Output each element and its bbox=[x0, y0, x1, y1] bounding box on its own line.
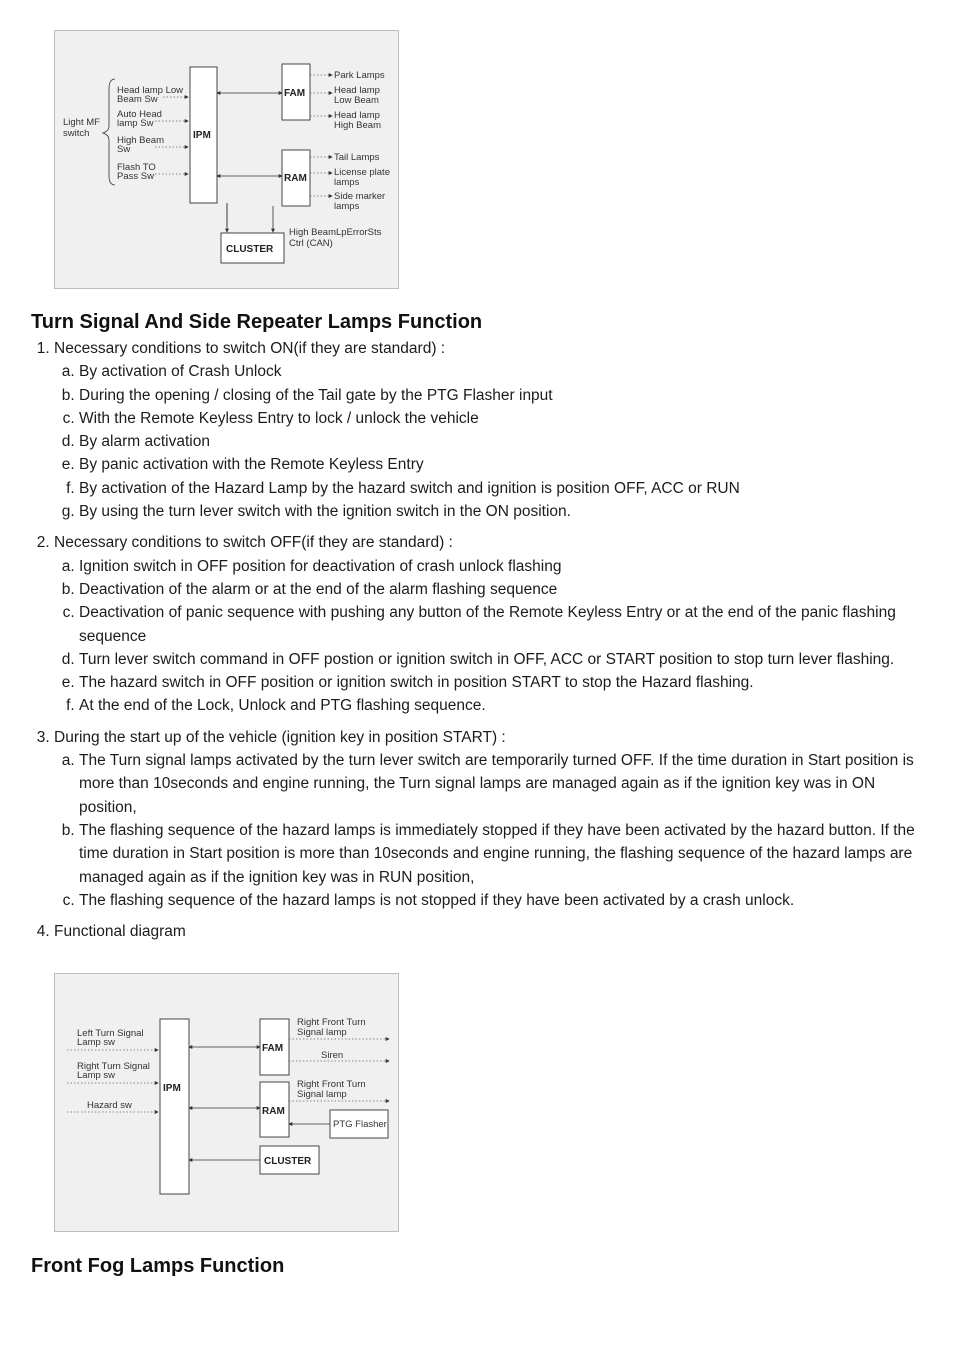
ptg-flasher-label: PTG Flasher bbox=[333, 1119, 387, 1130]
ipm-label: IPM bbox=[193, 130, 211, 141]
out-tail-lamps: Tail Lamps bbox=[334, 152, 380, 163]
ram-label: RAM bbox=[284, 173, 307, 184]
input-low-beam-sw: Head lamp Low Beam Sw bbox=[117, 85, 184, 105]
headlamp-diagram-svg bbox=[55, 31, 400, 290]
list-item: f. At the end of the Lock, Unlock and PTG flashing sequence. bbox=[79, 694, 926, 717]
fam-label: FAM bbox=[262, 1043, 284, 1054]
out-park-lamps: Park Lamps bbox=[334, 70, 385, 81]
turn-signal-diagram-svg bbox=[55, 974, 400, 1233]
heading-turn-signal: Turn Signal And Side Repeater Lamps Function bbox=[31, 311, 483, 333]
list-item: e. The hazard switch in OFF position or ignition switch in position START to stop the Hazard flashing. bbox=[79, 671, 926, 694]
list-item: c. Deactivation of panic sequence with pushing any button of the Remote Keyless Entry or at the end of the panic flashing sequence bbox=[79, 601, 926, 648]
section-3 bbox=[54, 726, 926, 912]
input-flash-to-pass-sw: Flash TO Pass Sw bbox=[117, 162, 156, 182]
list-item: a. Ignition switch in OFF position for deactivation of crash unlock flashing bbox=[79, 555, 926, 578]
list-item: g. By using the turn lever switch with the ignition switch in the ON position. bbox=[79, 500, 926, 523]
section-2-title: Necessary conditions to switch OFF(if they are standard) : bbox=[54, 534, 453, 552]
out-high-beam: Head lamp High Beam bbox=[334, 110, 381, 131]
out-license-plate-lamps: License plate lamps bbox=[334, 167, 390, 188]
input-auto-head-lamp-sw: Auto Head lamp Sw bbox=[117, 109, 162, 129]
out-siren: Siren bbox=[321, 1050, 344, 1061]
input-hazard-sw: Hazard sw bbox=[87, 1100, 132, 1111]
switch-brace bbox=[103, 79, 115, 185]
out-ram-turn-lamp: Right Front Turn Signal lamp bbox=[297, 1079, 366, 1100]
input-right-turn-sw: Right Turn Signal Lamp sw bbox=[77, 1061, 150, 1081]
section-2-items bbox=[54, 555, 926, 718]
list-item: f. By activation of the Hazard Lamp by the hazard switch and ignition is position OFF, ACC or RUN bbox=[79, 477, 926, 500]
conditions-list bbox=[34, 337, 926, 943]
out-low-beam: Head lamp Low Beam bbox=[334, 85, 380, 106]
list-item: a. By activation of Crash Unlock bbox=[79, 360, 926, 383]
light-mf-switch-line1: Light MF bbox=[63, 117, 100, 128]
headlamp-diagram bbox=[54, 30, 399, 289]
out-side-marker-lamps: Side marker lamps bbox=[334, 191, 386, 212]
section-4 bbox=[54, 920, 926, 943]
section-3-items bbox=[54, 749, 926, 912]
input-high-beam-sw: High Beam Sw bbox=[117, 135, 164, 155]
list-item: b. The flashing sequence of the hazard lamps is immediately stopped if they have been activated by the hazard button. If the time duration in Start position is more than 10seconds and engine running, the flashing sequence of the hazard lamps are managed again as if the ignition key was in RUN position, bbox=[79, 819, 926, 889]
turn-signal-diagram bbox=[54, 973, 399, 1232]
fam-label: FAM bbox=[284, 88, 306, 99]
can-label: High BeamLpErrorSts Ctrl (CAN) bbox=[289, 227, 382, 249]
cluster-label: CLUSTER bbox=[264, 1156, 312, 1167]
section-1-title: Necessary conditions to switch ON(if they are standard) : bbox=[54, 340, 446, 357]
light-mf-switch-line2: switch bbox=[63, 128, 90, 139]
section-2 bbox=[54, 531, 926, 717]
input-left-turn-sw: Left Turn Signal Lamp sw bbox=[77, 1028, 144, 1048]
list-item: c. The flashing sequence of the hazard lamps is not stopped if they have been activated by a crash unlock. bbox=[79, 889, 926, 912]
section-1 bbox=[54, 337, 926, 523]
cluster-label: CLUSTER bbox=[226, 244, 274, 255]
turn-signal-content bbox=[34, 337, 926, 943]
heading-front-fog: Front Fog Lamps Function bbox=[31, 1255, 285, 1277]
light-mf-switch-label bbox=[63, 117, 103, 139]
list-item: c. With the Remote Keyless Entry to lock / unlock the vehicle bbox=[79, 407, 926, 430]
list-item: b. Deactivation of the alarm or at the end of the alarm flashing sequence bbox=[79, 578, 926, 601]
list-item: d. By alarm activation bbox=[79, 430, 926, 453]
section-3-title: During the start up of the vehicle (ignition key in position START) : bbox=[54, 728, 506, 746]
list-item: b. During the opening / closing of the Tail gate by the PTG Flasher input bbox=[79, 384, 926, 407]
out-fam-turn-lamp: Right Front Turn Signal lamp bbox=[297, 1017, 366, 1038]
ipm-label: IPM bbox=[163, 1083, 181, 1094]
ram-label: RAM bbox=[262, 1106, 285, 1117]
section-1-items bbox=[54, 360, 926, 523]
list-item: a. The Turn signal lamps activated by the turn lever switch are temporarily turned OFF. If the time duration in Start position is more than 10seconds and engine running, the Turn signal lamps are managed again as if the ignition key was in ON position, bbox=[79, 749, 926, 819]
list-item: d. Turn lever switch command in OFF postion or ignition switch in OFF, ACC or START position to stop turn lever flashing. bbox=[79, 648, 926, 671]
ipm-box bbox=[160, 1019, 189, 1194]
section-4-title: Functional diagram bbox=[54, 923, 186, 941]
list-item: e. By panic activation with the Remote Keyless Entry bbox=[79, 453, 926, 476]
